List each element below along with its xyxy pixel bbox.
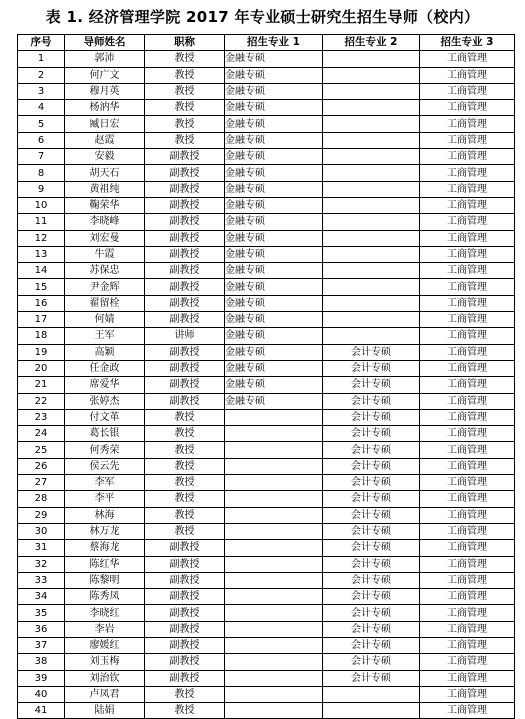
cell-index: 2 [18, 67, 65, 83]
cell-major-1: 金融专硕 [225, 393, 323, 409]
cell-index: 3 [18, 83, 65, 99]
supervisor-table [17, 34, 515, 719]
cell-major-3: 工商管理 [420, 312, 515, 328]
cell-index: 32 [18, 556, 65, 572]
cell-major-2: 会计专硕 [323, 621, 420, 637]
cell-supervisor-name: 刘宏曼 [65, 230, 145, 246]
cell-supervisor-name: 陈红华 [65, 556, 145, 572]
cell-index: 27 [18, 475, 65, 491]
cell-supervisor-name: 安毅 [65, 149, 145, 165]
cell-title: 教授 [145, 523, 225, 539]
cell-index: 21 [18, 377, 65, 393]
cell-major-1 [225, 426, 323, 442]
cell-supervisor-name: 林万龙 [65, 523, 145, 539]
cell-supervisor-name: 何婧 [65, 312, 145, 328]
cell-index: 34 [18, 589, 65, 605]
cell-title: 副教授 [145, 197, 225, 213]
cell-major-1: 金融专硕 [225, 197, 323, 213]
cell-supervisor-name: 李平 [65, 491, 145, 507]
cell-major-2 [323, 100, 420, 116]
cell-index: 41 [18, 703, 65, 719]
cell-supervisor-name: 李军 [65, 475, 145, 491]
table-row [18, 654, 515, 670]
cell-index: 22 [18, 393, 65, 409]
table-body [18, 51, 515, 719]
cell-supervisor-name: 杨汭华 [65, 100, 145, 116]
table-row [18, 230, 515, 246]
table-row [18, 263, 515, 279]
table-row [18, 686, 515, 702]
cell-major-1 [225, 540, 323, 556]
cell-major-2 [323, 181, 420, 197]
cell-title: 副教授 [145, 312, 225, 328]
cell-major-2: 会计专硕 [323, 344, 420, 360]
table-row [18, 703, 515, 719]
cell-title: 教授 [145, 409, 225, 425]
table-header [18, 35, 515, 51]
cell-title: 副教授 [145, 637, 225, 653]
table-row [18, 670, 515, 686]
cell-title: 副教授 [145, 263, 225, 279]
cell-major-2: 会计专硕 [323, 393, 420, 409]
cell-major-1 [225, 556, 323, 572]
header-row [18, 35, 515, 51]
cell-title: 副教授 [145, 246, 225, 262]
cell-major-1: 金融专硕 [225, 377, 323, 393]
cell-major-3: 工商管理 [420, 442, 515, 458]
cell-title: 副教授 [145, 377, 225, 393]
cell-major-3: 工商管理 [420, 132, 515, 148]
cell-major-1: 金融专硕 [225, 83, 323, 99]
cell-major-1: 金融专硕 [225, 312, 323, 328]
table-row [18, 83, 515, 99]
cell-major-1 [225, 686, 323, 702]
cell-supervisor-name: 尹金辉 [65, 279, 145, 295]
cell-major-3: 工商管理 [420, 197, 515, 213]
table-row [18, 149, 515, 165]
cell-title: 教授 [145, 491, 225, 507]
cell-title: 副教授 [145, 165, 225, 181]
cell-major-2 [323, 67, 420, 83]
cell-major-2: 会计专硕 [323, 589, 420, 605]
table-row [18, 475, 515, 491]
cell-index: 25 [18, 442, 65, 458]
cell-major-1 [225, 491, 323, 507]
cell-major-3: 工商管理 [420, 246, 515, 262]
cell-title: 教授 [145, 83, 225, 99]
table-row [18, 181, 515, 197]
cell-major-1 [225, 572, 323, 588]
cell-major-1: 金融专硕 [225, 279, 323, 295]
cell-major-2 [323, 132, 420, 148]
cell-title: 教授 [145, 686, 225, 702]
cell-supervisor-name: 何广文 [65, 67, 145, 83]
cell-major-2 [323, 197, 420, 213]
cell-major-2 [323, 686, 420, 702]
cell-title: 教授 [145, 426, 225, 442]
cell-major-2: 会计专硕 [323, 458, 420, 474]
cell-major-3: 工商管理 [420, 637, 515, 653]
cell-supervisor-name: 黄祖纯 [65, 181, 145, 197]
cell-major-1 [225, 637, 323, 653]
cell-major-3: 工商管理 [420, 426, 515, 442]
cell-title: 副教授 [145, 295, 225, 311]
cell-major-3: 工商管理 [420, 703, 515, 719]
cell-title: 副教授 [145, 589, 225, 605]
cell-supervisor-name: 穆月英 [65, 83, 145, 99]
table-title: 表 1. 经济管理学院 2017 年专业硕士研究生招生导师（校内） [45, 8, 480, 26]
cell-index: 1 [18, 51, 65, 67]
cell-major-2 [323, 214, 420, 230]
cell-major-2 [323, 149, 420, 165]
header-index: 序号 [18, 35, 65, 51]
table-row [18, 491, 515, 507]
cell-index: 30 [18, 523, 65, 539]
cell-supervisor-name: 李晓红 [65, 605, 145, 621]
cell-supervisor-name: 高颖 [65, 344, 145, 360]
cell-major-3: 工商管理 [420, 83, 515, 99]
cell-index: 20 [18, 360, 65, 376]
cell-index: 39 [18, 670, 65, 686]
cell-index: 16 [18, 295, 65, 311]
cell-major-3: 工商管理 [420, 458, 515, 474]
cell-title: 教授 [145, 703, 225, 719]
cell-title: 副教授 [145, 670, 225, 686]
cell-major-3: 工商管理 [420, 214, 515, 230]
cell-supervisor-name: 蔡海龙 [65, 540, 145, 556]
cell-major-1: 金融专硕 [225, 51, 323, 67]
cell-major-2 [323, 51, 420, 67]
cell-title: 教授 [145, 51, 225, 67]
table-row [18, 214, 515, 230]
cell-major-3: 工商管理 [420, 654, 515, 670]
header-major-2: 招生专业 2 [323, 35, 420, 51]
cell-title: 副教授 [145, 572, 225, 588]
cell-major-3: 工商管理 [420, 377, 515, 393]
cell-index: 5 [18, 116, 65, 132]
cell-title: 教授 [145, 475, 225, 491]
cell-major-1 [225, 475, 323, 491]
cell-major-2: 会计专硕 [323, 523, 420, 539]
cell-index: 23 [18, 409, 65, 425]
cell-index: 38 [18, 654, 65, 670]
cell-index: 6 [18, 132, 65, 148]
cell-supervisor-name: 陆娟 [65, 703, 145, 719]
table-row [18, 540, 515, 556]
cell-major-1 [225, 703, 323, 719]
cell-major-2 [323, 165, 420, 181]
table-row [18, 426, 515, 442]
cell-major-1: 金融专硕 [225, 360, 323, 376]
cell-title: 教授 [145, 132, 225, 148]
cell-title: 副教授 [145, 279, 225, 295]
cell-supervisor-name: 胡天石 [65, 165, 145, 181]
cell-supervisor-name: 翟留栓 [65, 295, 145, 311]
cell-supervisor-name: 付文革 [65, 409, 145, 425]
cell-major-2: 会计专硕 [323, 556, 420, 572]
cell-major-3: 工商管理 [420, 360, 515, 376]
cell-major-1: 金融专硕 [225, 230, 323, 246]
cell-supervisor-name: 陈秀凤 [65, 589, 145, 605]
table-row [18, 246, 515, 262]
cell-major-2 [323, 116, 420, 132]
cell-index: 18 [18, 328, 65, 344]
table-row [18, 328, 515, 344]
cell-major-2: 会计专硕 [323, 360, 420, 376]
table-row [18, 523, 515, 539]
table-row [18, 409, 515, 425]
cell-major-2: 会计专硕 [323, 540, 420, 556]
cell-title: 副教授 [145, 214, 225, 230]
cell-major-2: 会计专硕 [323, 491, 420, 507]
cell-supervisor-name: 郭沛 [65, 51, 145, 67]
table-row [18, 377, 515, 393]
cell-title: 教授 [145, 116, 225, 132]
cell-major-1: 金融专硕 [225, 116, 323, 132]
cell-major-3: 工商管理 [420, 393, 515, 409]
cell-major-3: 工商管理 [420, 589, 515, 605]
cell-major-1 [225, 507, 323, 523]
table-row [18, 344, 515, 360]
cell-index: 28 [18, 491, 65, 507]
cell-title: 副教授 [145, 149, 225, 165]
cell-major-3: 工商管理 [420, 475, 515, 491]
cell-major-2 [323, 312, 420, 328]
cell-title: 副教授 [145, 605, 225, 621]
cell-supervisor-name: 李晓峰 [65, 214, 145, 230]
cell-supervisor-name: 任金政 [65, 360, 145, 376]
cell-major-1 [225, 654, 323, 670]
cell-supervisor-name: 廖媛红 [65, 637, 145, 653]
cell-index: 26 [18, 458, 65, 474]
table-row [18, 51, 515, 67]
cell-major-1: 金融专硕 [225, 344, 323, 360]
cell-index: 12 [18, 230, 65, 246]
cell-title: 副教授 [145, 230, 225, 246]
cell-major-3: 工商管理 [420, 263, 515, 279]
cell-supervisor-name: 臧日宏 [65, 116, 145, 132]
cell-title: 教授 [145, 100, 225, 116]
cell-major-1: 金融专硕 [225, 246, 323, 262]
table-row [18, 393, 515, 409]
cell-index: 14 [18, 263, 65, 279]
cell-title: 教授 [145, 507, 225, 523]
cell-major-1: 金融专硕 [225, 149, 323, 165]
cell-major-2 [323, 295, 420, 311]
cell-major-1 [225, 605, 323, 621]
cell-index: 37 [18, 637, 65, 653]
cell-supervisor-name: 刘玉梅 [65, 654, 145, 670]
cell-title: 副教授 [145, 654, 225, 670]
cell-supervisor-name: 林海 [65, 507, 145, 523]
cell-major-2 [323, 263, 420, 279]
cell-major-2: 会计专硕 [323, 377, 420, 393]
cell-major-3: 工商管理 [420, 165, 515, 181]
cell-major-3: 工商管理 [420, 181, 515, 197]
cell-title: 教授 [145, 458, 225, 474]
cell-major-3: 工商管理 [420, 491, 515, 507]
cell-index: 9 [18, 181, 65, 197]
cell-index: 4 [18, 100, 65, 116]
cell-major-3: 工商管理 [420, 344, 515, 360]
cell-index: 40 [18, 686, 65, 702]
cell-major-1 [225, 442, 323, 458]
cell-major-1 [225, 409, 323, 425]
cell-major-3: 工商管理 [420, 51, 515, 67]
table-row [18, 605, 515, 621]
cell-major-3: 工商管理 [420, 279, 515, 295]
cell-title: 教授 [145, 67, 225, 83]
table-row [18, 556, 515, 572]
cell-index: 15 [18, 279, 65, 295]
table-row [18, 67, 515, 83]
cell-major-3: 工商管理 [420, 605, 515, 621]
cell-title: 教授 [145, 442, 225, 458]
cell-index: 31 [18, 540, 65, 556]
cell-major-2 [323, 83, 420, 99]
cell-index: 8 [18, 165, 65, 181]
cell-index: 19 [18, 344, 65, 360]
cell-index: 17 [18, 312, 65, 328]
cell-index: 29 [18, 507, 65, 523]
cell-major-2: 会计专硕 [323, 426, 420, 442]
cell-major-2 [323, 328, 420, 344]
cell-index: 11 [18, 214, 65, 230]
cell-supervisor-name: 葛长银 [65, 426, 145, 442]
cell-major-1: 金融专硕 [225, 263, 323, 279]
cell-index: 36 [18, 621, 65, 637]
cell-major-2 [323, 703, 420, 719]
cell-major-1: 金融专硕 [225, 328, 323, 344]
header-major-1: 招生专业 1 [225, 35, 323, 51]
table-row [18, 100, 515, 116]
cell-major-1: 金融专硕 [225, 181, 323, 197]
table-row [18, 589, 515, 605]
cell-major-1 [225, 589, 323, 605]
cell-major-3: 工商管理 [420, 670, 515, 686]
cell-supervisor-name: 鞠荣华 [65, 197, 145, 213]
cell-major-2: 会计专硕 [323, 605, 420, 621]
cell-major-3: 工商管理 [420, 556, 515, 572]
cell-major-3: 工商管理 [420, 507, 515, 523]
cell-major-2: 会计专硕 [323, 572, 420, 588]
cell-major-3: 工商管理 [420, 621, 515, 637]
cell-major-2: 会计专硕 [323, 670, 420, 686]
cell-supervisor-name: 李岩 [65, 621, 145, 637]
cell-title: 副教授 [145, 360, 225, 376]
cell-major-3: 工商管理 [420, 100, 515, 116]
header-supervisor-name: 导师姓名 [65, 35, 145, 51]
table-row [18, 132, 515, 148]
cell-title: 副教授 [145, 181, 225, 197]
cell-major-1: 金融专硕 [225, 100, 323, 116]
cell-supervisor-name: 侯云先 [65, 458, 145, 474]
cell-supervisor-name: 牛霞 [65, 246, 145, 262]
cell-major-2: 会计专硕 [323, 637, 420, 653]
cell-index: 35 [18, 605, 65, 621]
cell-major-3: 工商管理 [420, 295, 515, 311]
cell-major-2: 会计专硕 [323, 475, 420, 491]
cell-major-1: 金融专硕 [225, 295, 323, 311]
cell-major-1: 金融专硕 [225, 132, 323, 148]
cell-major-3: 工商管理 [420, 540, 515, 556]
cell-major-3: 工商管理 [420, 686, 515, 702]
table-row [18, 312, 515, 328]
cell-major-3: 工商管理 [420, 523, 515, 539]
cell-title: 副教授 [145, 556, 225, 572]
table-row [18, 360, 515, 376]
cell-supervisor-name: 王军 [65, 328, 145, 344]
cell-supervisor-name: 陈黎明 [65, 572, 145, 588]
cell-major-3: 工商管理 [420, 116, 515, 132]
cell-major-1 [225, 670, 323, 686]
cell-major-2 [323, 230, 420, 246]
cell-title: 副教授 [145, 540, 225, 556]
cell-supervisor-name: 席爱华 [65, 377, 145, 393]
header-major-3: 招生专业 3 [420, 35, 515, 51]
cell-supervisor-name: 苏保忠 [65, 263, 145, 279]
cell-index: 10 [18, 197, 65, 213]
table-row [18, 442, 515, 458]
cell-title: 副教授 [145, 621, 225, 637]
cell-title: 讲师 [145, 328, 225, 344]
table-row [18, 295, 515, 311]
table-row [18, 197, 515, 213]
cell-title: 副教授 [145, 393, 225, 409]
cell-supervisor-name: 张婷杰 [65, 393, 145, 409]
cell-supervisor-name: 刘治钦 [65, 670, 145, 686]
cell-major-3: 工商管理 [420, 572, 515, 588]
cell-major-1: 金融专硕 [225, 214, 323, 230]
cell-major-3: 工商管理 [420, 328, 515, 344]
cell-major-3: 工商管理 [420, 230, 515, 246]
cell-major-1 [225, 621, 323, 637]
cell-supervisor-name: 赵霞 [65, 132, 145, 148]
cell-major-1 [225, 458, 323, 474]
table-row [18, 165, 515, 181]
cell-index: 24 [18, 426, 65, 442]
header-title: 职称 [145, 35, 225, 51]
cell-index: 33 [18, 572, 65, 588]
cell-index: 13 [18, 246, 65, 262]
cell-major-2: 会计专硕 [323, 409, 420, 425]
table-row [18, 279, 515, 295]
cell-major-1 [225, 523, 323, 539]
cell-major-2: 会计专硕 [323, 442, 420, 458]
table-row [18, 637, 515, 653]
cell-major-2: 会计专硕 [323, 654, 420, 670]
cell-supervisor-name: 何秀荣 [65, 442, 145, 458]
cell-major-2: 会计专硕 [323, 507, 420, 523]
cell-major-3: 工商管理 [420, 149, 515, 165]
cell-index: 7 [18, 149, 65, 165]
cell-major-3: 工商管理 [420, 409, 515, 425]
cell-major-2 [323, 279, 420, 295]
table-row [18, 621, 515, 637]
cell-major-1: 金融专硕 [225, 67, 323, 83]
table-row [18, 572, 515, 588]
cell-major-3: 工商管理 [420, 67, 515, 83]
cell-major-2 [323, 246, 420, 262]
cell-major-1: 金融专硕 [225, 165, 323, 181]
cell-title: 副教授 [145, 344, 225, 360]
table-row [18, 507, 515, 523]
table-row [18, 458, 515, 474]
cell-supervisor-name: 卢凤君 [65, 686, 145, 702]
table-row [18, 116, 515, 132]
